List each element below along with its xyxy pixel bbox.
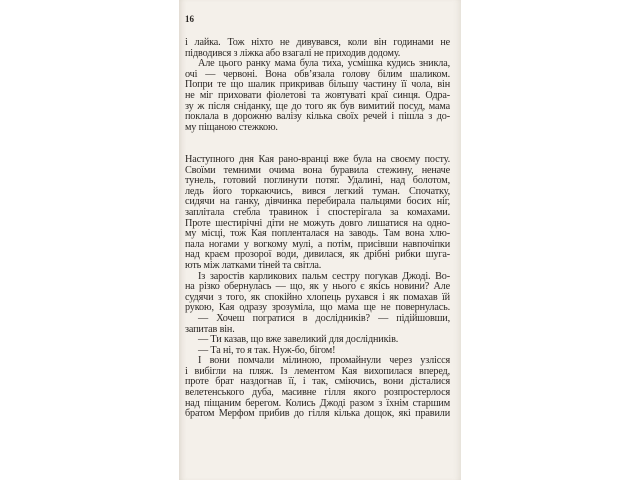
text-line: зу ж після сніданку, ще до того як був вимитий посуд, мама <box>185 100 450 112</box>
text-line: ють між латками тіней та світла. <box>185 259 322 271</box>
text-line: Своїми темними очима вона буравила стежину, неначе <box>185 164 450 176</box>
text-line: рукою, Кая одразу зрозуміла, що мама ще не повернулась. <box>185 302 450 314</box>
page-number: 16 <box>185 14 194 24</box>
text-line: очі — червоні. Вона обв’язала голову білим шаликом. <box>185 68 450 80</box>
text-line: заплітала стебла травинок і спостерігала за комахами. <box>185 206 450 218</box>
text-line: пала ногами у вогкому мулі, а потім, присівши навпочіпки <box>185 238 450 250</box>
text-section-2 <box>185 155 450 420</box>
text-line: І вони помчали мілиною, промайнули через узлісся <box>198 355 450 367</box>
text-line: не міг приховати фіолетові та жовтуваті краї синця. Одра- <box>185 89 450 101</box>
text-line: над піщаним берегом. Колись Джоді разом з їхнім старшим <box>185 397 450 409</box>
text-line: поклала в дорожню валізу кілька своїх речей і пішла з до- <box>185 111 450 123</box>
text-line: підводився з ліжка або взагалі не приходив додому. <box>185 47 401 59</box>
text-line: Попри те що шалик прикривав більшу частину її чола, він <box>185 79 450 91</box>
text-line: ледь його торкаючись, вився легкий туман. Спочатку, <box>185 185 450 197</box>
text-line: тунель, готовий поглинути потяг. Удалині, над болотом, <box>185 175 450 187</box>
text-line: Із заростів карликових пальм сестру погукав Джоді. Во- <box>198 270 450 282</box>
text-line: братом Мерфом прибив до гілля кілька дощок, які правили <box>185 408 450 420</box>
text-section-1 <box>185 38 450 133</box>
text-line: му піщаною стежкою. <box>185 121 278 133</box>
text-line: судячи з того, як спокійно хлопець рухався і як помахав їй <box>185 291 450 303</box>
text-line: на різко обернулась — що, як у нього є якісь новини? Але <box>185 281 450 293</box>
text-line: сидячи на ганку, дівчинка перебирала пальцями босих ніг, <box>185 196 450 208</box>
text-line: Проте шестирічні діти не можуть довго лишатися на одно- <box>185 217 450 229</box>
text-line: над краєм прозорої води, дивилася, як дрібні рибки шуга- <box>185 249 450 261</box>
text-line: му місці, тож Кая попленталася на заводь. Там вона хлю- <box>185 228 450 240</box>
text-line: проте брат наздогнав її, і так, сміючись, вони дісталися <box>185 376 450 388</box>
text-line: — Ти казав, що вже завеликий для дослідників. <box>198 334 399 346</box>
text-line: велетенського дуба, масивне гілля якого розпростерлося <box>185 387 450 399</box>
text-line: — Хочеш погратися в дослідників? — підійшовши, <box>198 312 450 324</box>
text-line: запитав він. <box>185 323 235 335</box>
text-line: і вибігли на пляж. Із лементом Кая вихопилася вперед, <box>185 365 450 377</box>
text-line: Наступного дня Кая рано-вранці вже була на своєму посту. <box>185 154 450 165</box>
text-line: і лайка. Тож ніхто не дивувався, коли він годинами не <box>185 37 450 48</box>
text-line: — Та ні, то я так. Нуж-бо, бігом! <box>198 344 336 356</box>
text-line: Але цього ранку мама була тиха, усмішка кудись зникла, <box>198 58 450 70</box>
